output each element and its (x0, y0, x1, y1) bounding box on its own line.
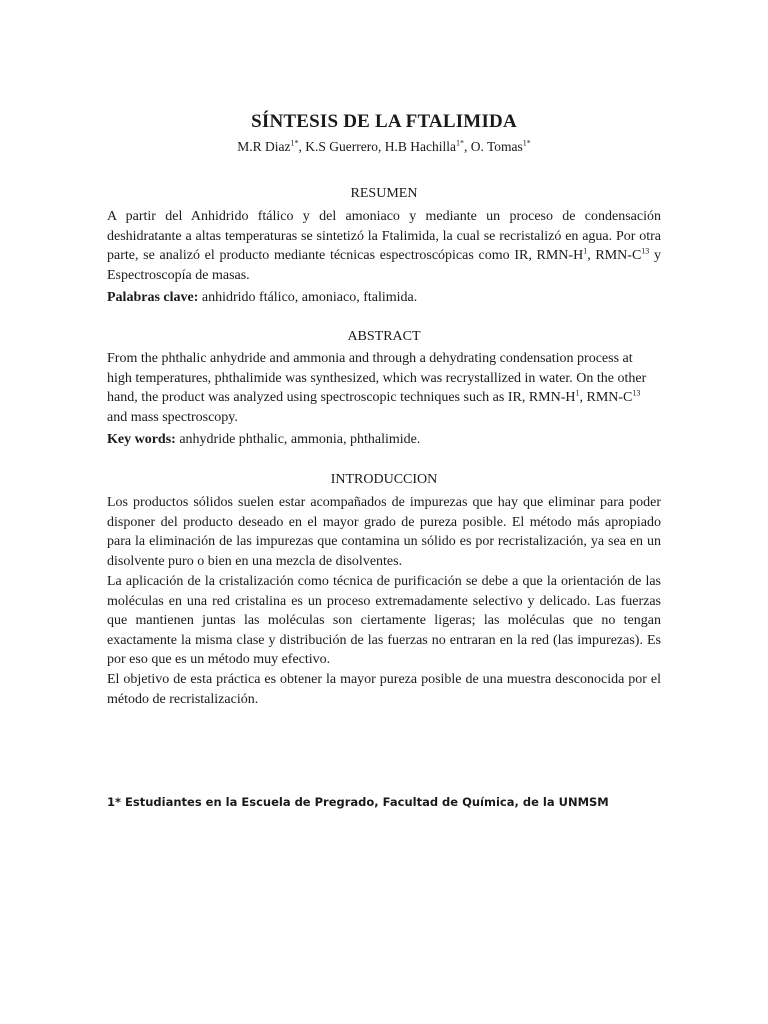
key-words-text: anhydride phthalic, ammonia, phthalimide. (175, 432, 421, 447)
palabras-clave-text: anhidrido ftálico, amoniaco, ftalimida. (198, 290, 418, 305)
author-list (107, 139, 661, 155)
resumen-sup-13: 13 (641, 246, 650, 256)
abstract-heading: ABSTRACT (347, 329, 421, 344)
key-words (107, 430, 661, 450)
author-4-affiliation: 1* (522, 138, 531, 148)
introduccion-paragraph-1: Los productos sólidos suelen estar acompañados de impurezas que hay que eliminar para poder disponer del producto deseado en el mayor grado de pureza posible. El método más apropiado para la eliminación de las impurezas que contamina un sólido es por recristalización, ya sea en un disolvente puro o bien en una mezcla de disolventes. (107, 495, 661, 569)
author-3-affiliation: 1* (455, 138, 464, 148)
author-1: M.R Diaz (237, 139, 291, 154)
key-words-label: Key words: (107, 432, 176, 447)
abstract-text-part-3: and mass spectroscopy. (107, 409, 238, 425)
resumen-sup-1: 1 (583, 246, 588, 256)
introduccion-paragraph-2: La aplicación de la cristalización como técnica de purificación se debe a que la orientación de las moléculas en una red cristalina es un proceso extremadamente selectivo y delicado. Las fuerzas que mantienen juntas las moléculas son ciertamente ligeras; las moléculas que no tengan exactamente la misma clase y distribución de las fuerzas no entraran en la red (las impurezas). Es por eso que es un método muy efectivo. (107, 574, 661, 667)
affiliation-footnote: 1* Estudiantes en la Escuela de Pregrado, Facultad de Química, de la UNMSM (107, 795, 609, 809)
resumen-text-part-1: A partir del Anhidrido ftálico y del amoniaco y mediante un proceso de condensación deshidratante a altas temperaturas se sintetizó la Ftalimida, la cual se recristalizó en agua. Por otra parte, se analizó el producto mediante técnicas espectroscópicas como IR, RMN-H (107, 209, 661, 263)
abstract-text-part-1: From the phthalic anhydride and ammonia and through a dehydrating condensation process at high temperatures, phthalimide was synthesized, which was recrystallized in water. On the other hand, the product was analyzed using spectroscopic techniques such as IR, RMN-H (107, 351, 647, 405)
palabras-clave-label: Palabras clave: (107, 290, 199, 305)
resumen-text (107, 207, 661, 285)
resumen-text-part-3: y Espectroscopía de masas. (107, 248, 661, 283)
abstract-text-part-2: , RMN-C (579, 390, 633, 405)
resumen-text-part-2: , RMN-C (587, 248, 642, 263)
paper-title: SÍNTESIS DE LA FTALIMIDA (251, 111, 517, 132)
author-1-affiliation: 1* (290, 138, 299, 148)
abstract-sup-1: 1 (575, 388, 580, 398)
author-4: , O. Tomas (463, 139, 523, 154)
palabras-clave (107, 288, 661, 308)
introduccion-paragraph-3: El objetivo de esta práctica es obtener la mayor pureza posible de una muestra desconocida por el método de recristalización. (107, 672, 661, 707)
introduccion-heading: INTRODUCCION (330, 472, 438, 487)
author-2-3: , K.S Guerrero, H.B Hachilla (298, 139, 456, 154)
resumen-heading: RESUMEN (350, 186, 418, 201)
abstract-text (107, 349, 661, 427)
abstract-sup-13: 13 (632, 388, 641, 398)
